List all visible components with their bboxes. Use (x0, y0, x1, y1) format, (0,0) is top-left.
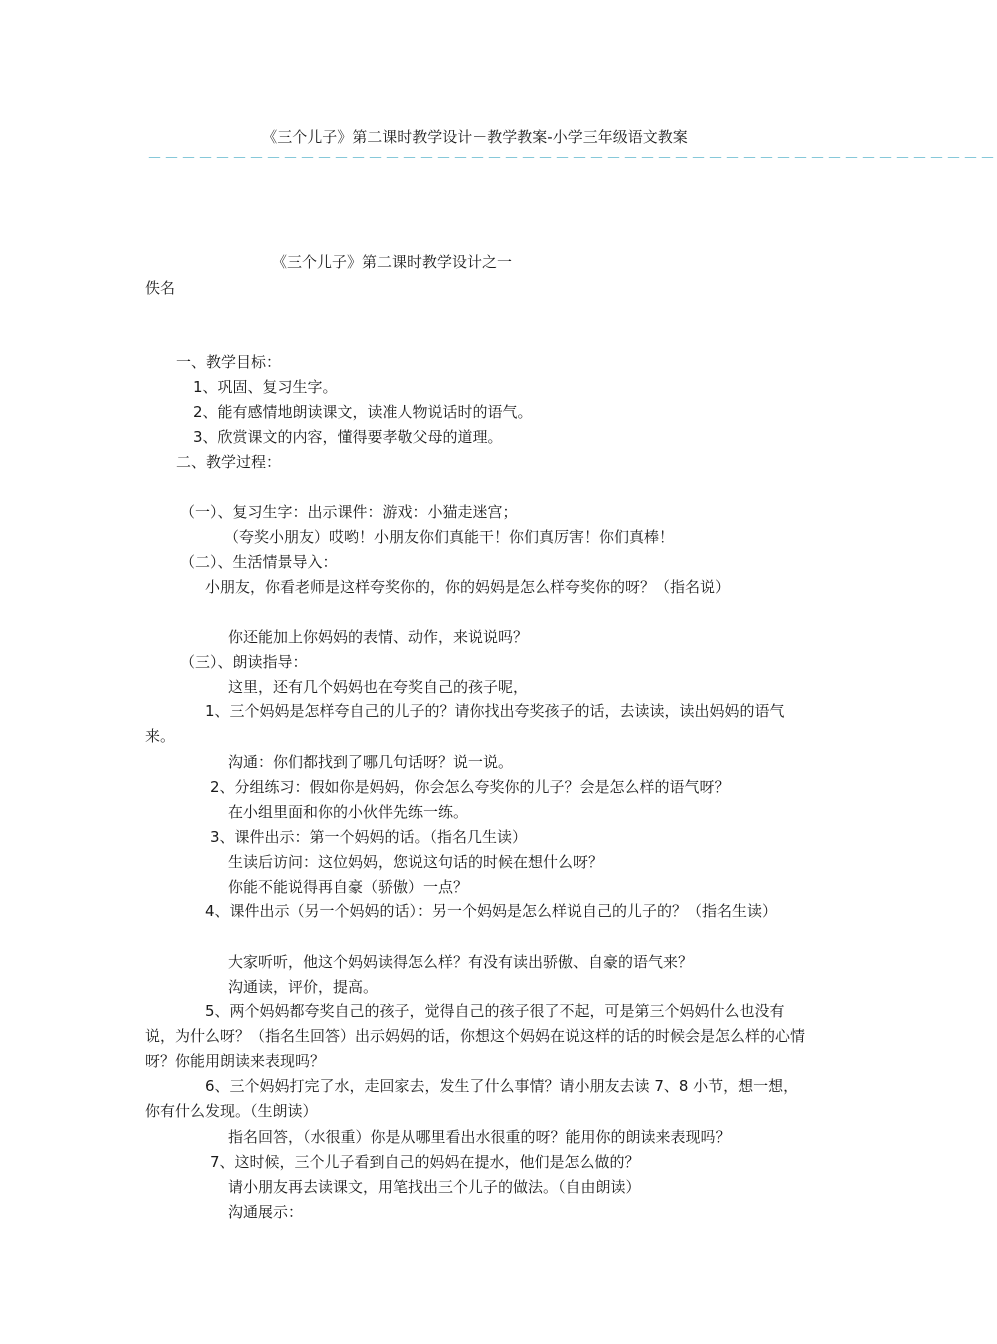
list-item: 4、课件出示（另一个妈妈的话）：另一个妈妈是怎么样说自己的儿子的？（指名生读） (145, 902, 778, 920)
paragraph: 你还能加上你妈妈的表情、动作，来说说吗？ (228, 628, 529, 646)
paragraph: 沟通读，评价，提高。 (228, 978, 379, 996)
list-item: 2、分组练习：假如你是妈妈，你会怎么夸奖你的儿子？会是怎么样的语气呀？ (210, 778, 730, 796)
list-item: 3、课件出示：第一个妈妈的话。（指名几生读） (210, 828, 528, 846)
section-heading-goals: 一、教学目标： (176, 353, 282, 371)
paragraph: 沟通展示： (228, 1203, 304, 1221)
list-item: 6、三个妈妈打完了水，走回家去，发生了什么事情？请小朋友去读 7、8 小节，想一想，你有什么发现。（生朗读） (145, 1077, 799, 1120)
list-item: 7、这时候，三个儿子看到自己的妈妈在提水，他们是怎么做的？ (210, 1153, 640, 1171)
goal-item: 1、巩固、复习生字。 (193, 378, 338, 396)
step-heading: （一）、复习生字：出示课件：游戏：小猫走迷宫； (180, 503, 518, 521)
paragraph: 生读后访问：这位妈妈，您说这句话的时候在想什么呀？ (228, 853, 604, 871)
paragraph: 这里，还有几个妈妈也在夸奖自己的孩子呢， (228, 678, 529, 696)
paragraph: 小朋友，你看老师是这样夸奖你的，你的妈妈是怎么样夸奖你的呀？（指名说） (145, 578, 731, 596)
article-subtitle: 《三个儿子》第二课时教学设计之一 (272, 253, 513, 271)
goal-item: 2、能有感情地朗读课文，读准人物说话时的语气。 (193, 403, 533, 421)
step-heading: （三）、朗读指导： (180, 653, 308, 671)
list-item: 5、两个妈妈都夸奖自己的孩子，觉得自己的孩子很了不起，可是第三个妈妈什么也没有说，为什么呀？（指名生回答）出示妈妈的话，你想这个妈妈在说这样的话的时候会是怎么样的心情呀？你能用朗读来表现吗？ (145, 1002, 806, 1070)
article-author: 佚名 (145, 279, 176, 297)
paragraph: 沟通：你们都找到了哪几句话呀？说一说。 (228, 753, 514, 771)
step-heading: （二）、生活情景导入： (180, 553, 338, 571)
paragraph: 指名回答，（水很重）你是从哪里看出水很重的呀？能用你的朗读来表现吗？ (228, 1128, 731, 1146)
paragraph: 大家听听，他这个妈妈读得怎么样？有没有读出骄傲、自豪的语气来？ (228, 953, 694, 971)
title-divider: －－－－－－－－－－－－－－－－－－－－－－－－－－－－－－－－－－－－－－－－－－－－－－－－－－ (147, 149, 997, 167)
section-heading-process: 二、教学过程： (176, 453, 282, 471)
paragraph: 你能不能说得再自豪（骄傲）一点？ (228, 878, 469, 896)
paragraph: 请小朋友再去读课文，用笔找出三个儿子的做法。（自由朗读） (228, 1178, 641, 1196)
paragraph: （夸奖小朋友）哎哟！小朋友你们真能干！你们真厉害！你们真棒！ (224, 528, 675, 546)
goal-item: 3、欣赏课文的内容，懂得要孝敬父母的道理。 (193, 428, 503, 446)
list-item: 1、三个妈妈是怎样夸自己的儿子的？请你找出夸奖孩子的话，去读读，读出妈妈的语气来。 (145, 702, 785, 745)
paragraph: 在小组里面和你的小伙伴先练一练。 (228, 803, 469, 821)
page-title: 《三个儿子》第二课时教学设计－教学教案-小学三年级语文教案 (262, 128, 688, 146)
